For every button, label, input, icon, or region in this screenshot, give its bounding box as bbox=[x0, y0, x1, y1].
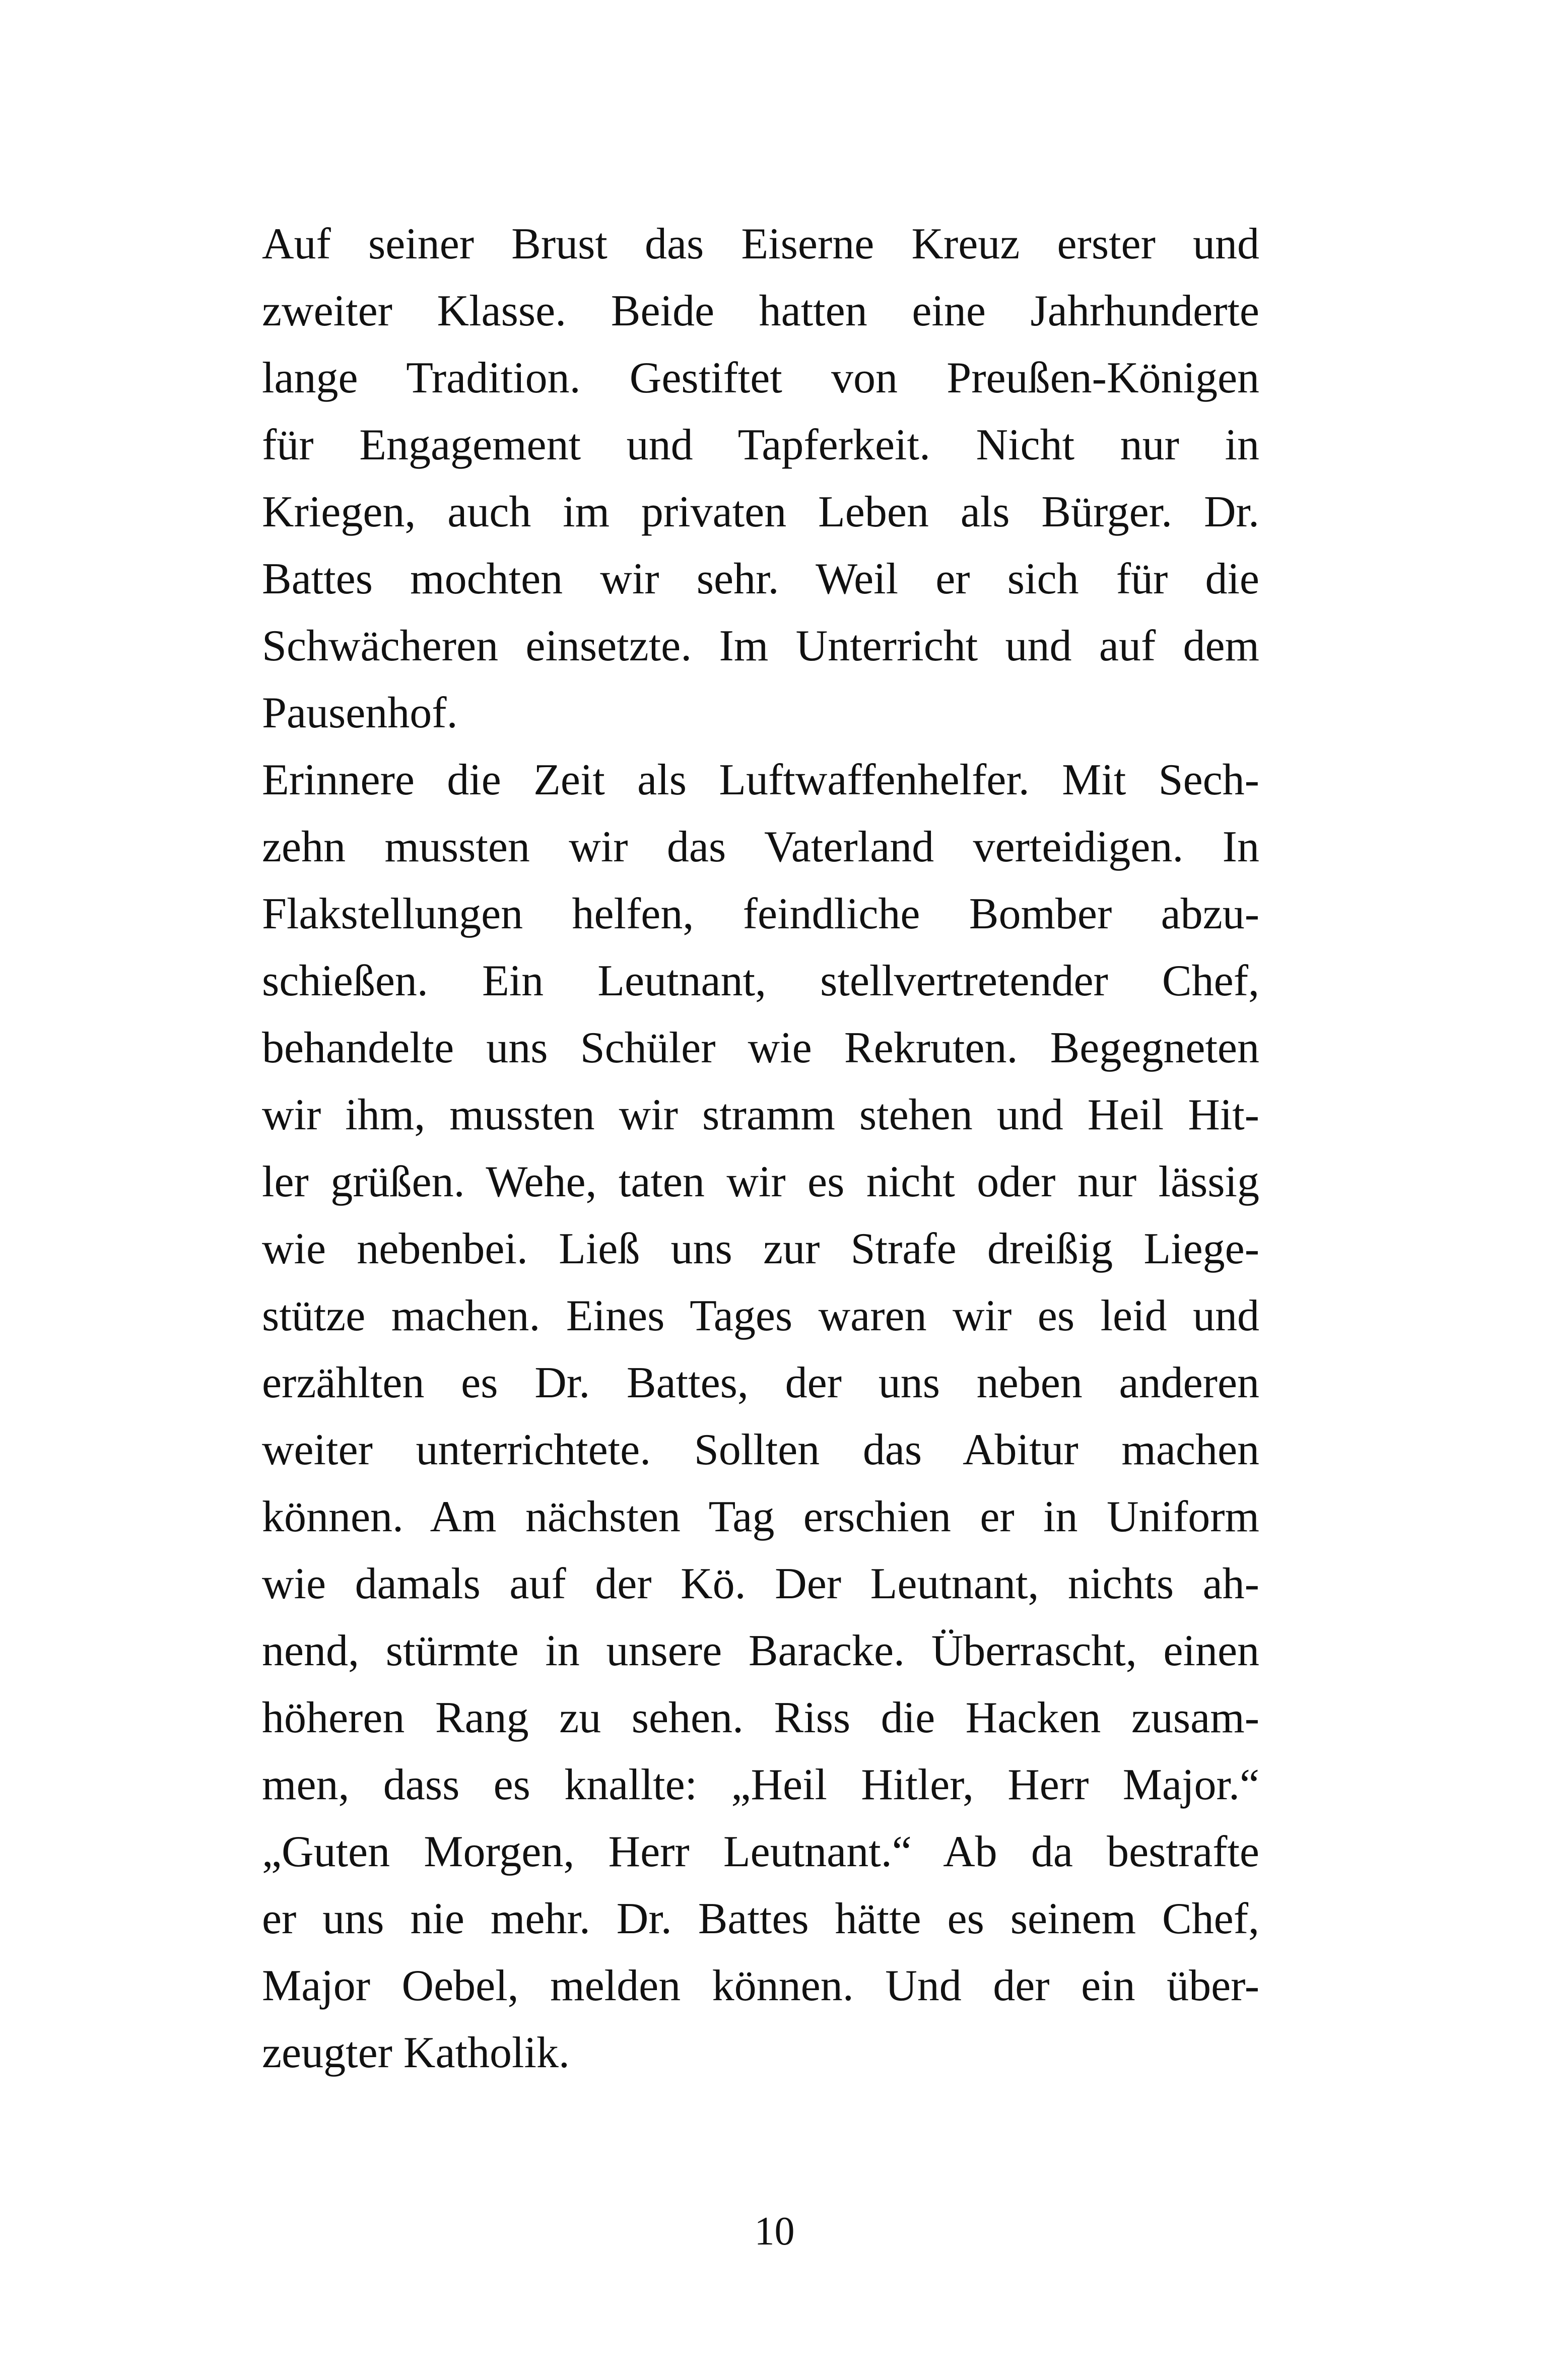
text-line: nend, stürmte in unsere Baracke. Überrascht, einen bbox=[262, 1626, 1259, 1675]
page-number: 10 bbox=[754, 2209, 795, 2254]
text-line: Flakstellungen helfen, feindliche Bomber abzu- bbox=[262, 890, 1259, 938]
text-line: men, dass es knallte: „Heil Hitler, Herr Major.“ bbox=[262, 1760, 1259, 1809]
text-line: Pausenhof. bbox=[262, 689, 458, 737]
text-line: wie nebenbei. Ließ uns zur Strafe dreißig Liege- bbox=[262, 1225, 1259, 1273]
text-line: zweiter Klasse. Beide hatten eine Jahrhunderte bbox=[262, 287, 1259, 335]
text-line: „Guten Morgen, Herr Leutnant.“ Ab da bestrafte bbox=[262, 1827, 1259, 1876]
text-line: Erinnere die Zeit als Luftwaffenhelfer. Mit Sech- bbox=[262, 756, 1259, 804]
text-line: behandelte uns Schüler wie Rekruten. Begegneten bbox=[262, 1024, 1259, 1072]
text-line: schießen. Ein Leutnant, stellvertretender Chef, bbox=[262, 957, 1259, 1005]
text-line: höheren Rang zu sehen. Riss die Hacken zusam- bbox=[262, 1693, 1259, 1742]
text-line: wir ihm, mussten wir stramm stehen und Heil Hit- bbox=[262, 1091, 1259, 1139]
text-line: stütze machen. Eines Tages waren wir es leid und bbox=[262, 1291, 1259, 1340]
text-line: Kriegen, auch im privaten Leben als Bürger. Dr. bbox=[262, 488, 1259, 536]
text-line: Schwächeren einsetzte. Im Unterricht und auf dem bbox=[262, 622, 1259, 670]
text-line: Battes mochten wir sehr. Weil er sich für die bbox=[262, 555, 1259, 603]
text-line: für Engagement und Tapferkeit. Nicht nur in bbox=[262, 421, 1259, 469]
text-line: lange Tradition. Gestiftet von Preußen-Königen bbox=[262, 354, 1259, 402]
text-line: Auf seiner Brust das Eiserne Kreuz erster und bbox=[262, 220, 1259, 268]
text-line: zehn mussten wir das Vaterland verteidigen. In bbox=[262, 823, 1259, 871]
text-line: wie damals auf der Kö. Der Leutnant, nichts ah- bbox=[262, 1559, 1259, 1608]
text-line: weiter unterrichtete. Sollten das Abitur machen bbox=[262, 1425, 1259, 1474]
text-line: erzählten es Dr. Battes, der uns neben anderen bbox=[262, 1358, 1259, 1407]
text-line: er uns nie mehr. Dr. Battes hätte es seinem Chef, bbox=[262, 1894, 1259, 1943]
body-text bbox=[262, 211, 1259, 2086]
text-line: können. Am nächsten Tag erschien er in Uniform bbox=[262, 1492, 1259, 1541]
text-line: Major Oebel, melden können. Und der ein über- bbox=[262, 1961, 1259, 2010]
text-line: ler grüßen. Wehe, taten wir es nicht oder nur lässig bbox=[262, 1158, 1259, 1206]
text-line: zeugter Katholik. bbox=[262, 2028, 570, 2077]
